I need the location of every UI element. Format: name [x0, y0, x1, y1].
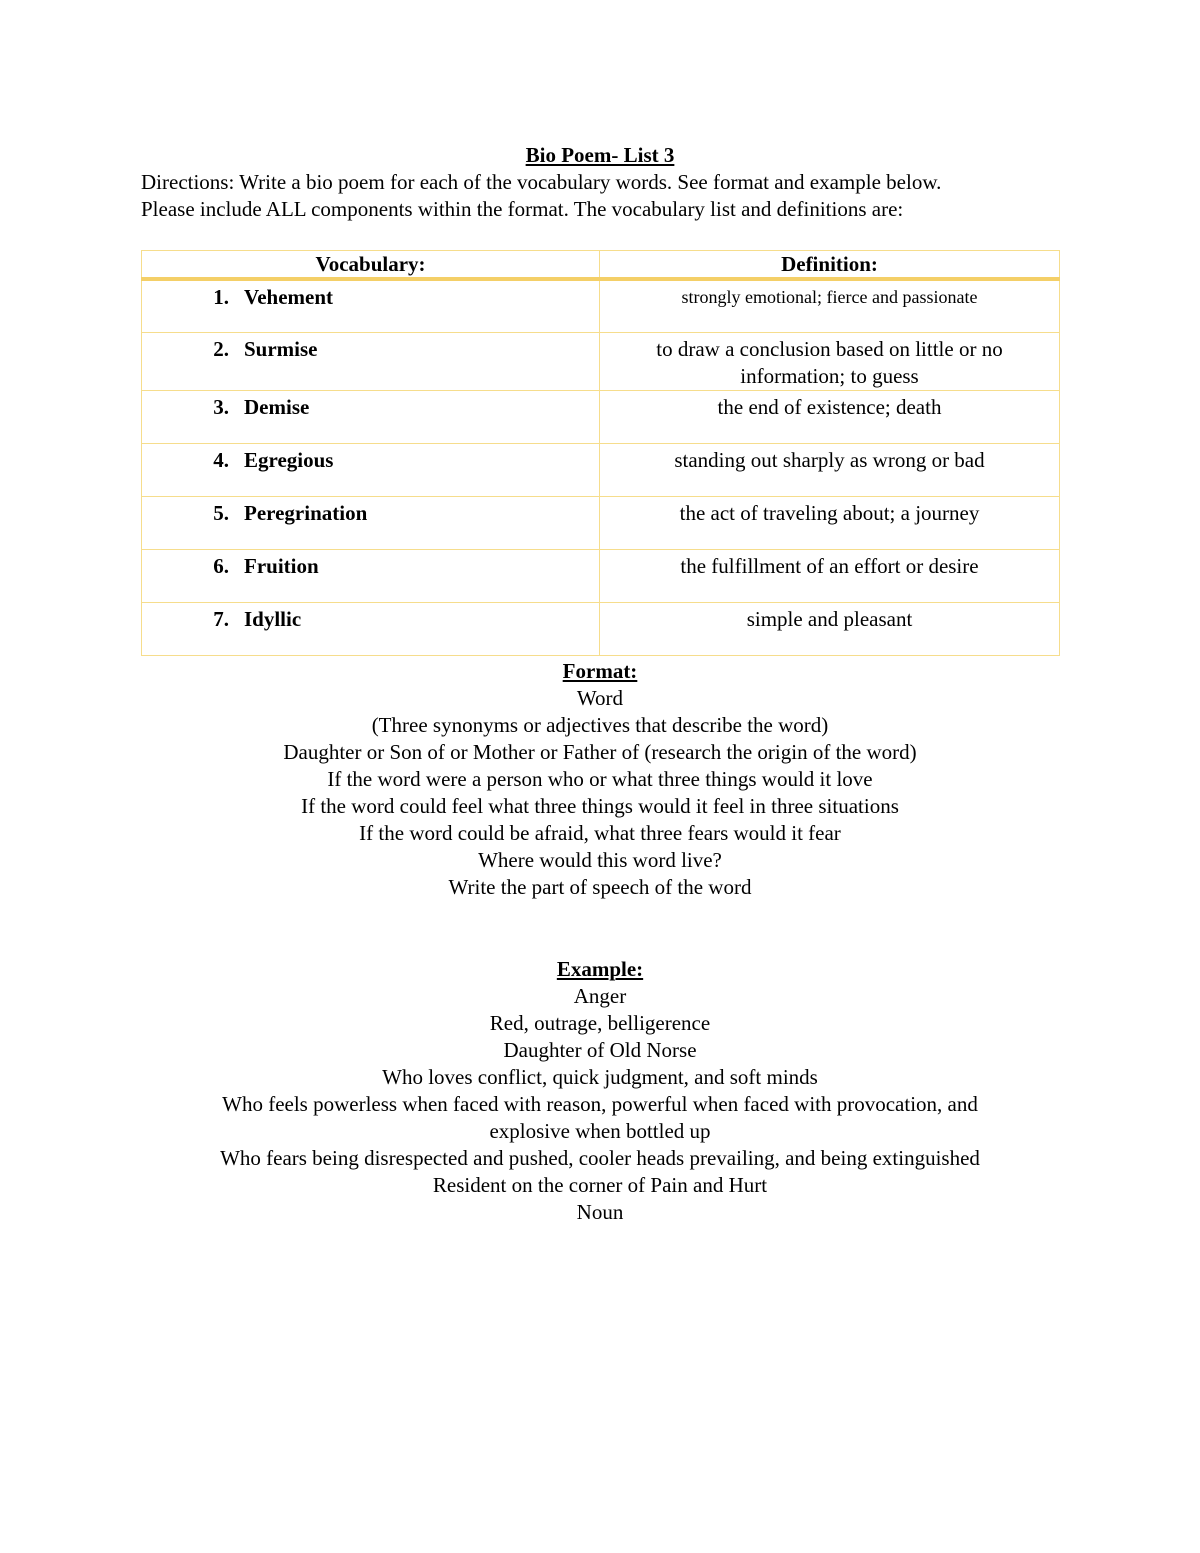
vocab-word: Idyllic	[244, 606, 302, 631]
example-section	[141, 956, 1059, 1226]
example-line: Red, outrage, belligerence	[489, 1010, 711, 1035]
format-line: Daughter or Son of or Mother or Father of (research the origin of the word)	[283, 739, 917, 764]
format-line: If the word could be afraid, what three fears would it fear	[359, 820, 841, 845]
format-section	[141, 658, 1059, 901]
table-row	[142, 602, 1060, 655]
directions-line: Directions: Write a bio poem for each of the vocabulary words. See format and example below.	[141, 170, 942, 194]
example-line: Who feels powerless when faced with reason, powerful when faced with provocation, and	[222, 1091, 978, 1116]
directions-line: Please include ALL components within the format. The vocabulary list and definitions are:	[141, 197, 904, 221]
example-line: Anger	[573, 983, 627, 1008]
vocab-number: 7.	[213, 606, 229, 631]
vocab-word-cell	[142, 549, 600, 602]
vocab-word: Demise	[244, 394, 310, 419]
vocab-word-cell	[142, 443, 600, 496]
vocab-number: 1.	[213, 285, 229, 309]
table-row	[142, 390, 1060, 443]
vocab-word-cell	[142, 602, 600, 655]
example-heading: Example:	[556, 956, 644, 981]
format-line: Where would this word live?	[478, 847, 722, 872]
format-line: Write the part of speech of the word	[448, 874, 752, 899]
vocab-word: Peregrination	[244, 500, 368, 525]
vocab-word: Egregious	[244, 447, 334, 472]
table-row	[142, 279, 1060, 332]
format-line: If the word were a person who or what three things would it love	[327, 766, 873, 791]
vocab-definition: the act of traveling about; a journey	[600, 496, 1060, 549]
document-title: Bio Poem- List 3	[525, 143, 675, 167]
vocab-number: 6.	[213, 553, 229, 578]
vocab-word: Surmise	[244, 336, 318, 361]
vocab-word-cell	[142, 496, 600, 549]
table-row	[142, 443, 1060, 496]
vocab-number: 3.	[213, 394, 229, 419]
table-header-row	[142, 251, 1060, 280]
example-line: Noun	[576, 1199, 624, 1224]
example-line: Who loves conflict, quick judgment, and soft minds	[382, 1064, 818, 1089]
vocab-number: 4.	[213, 447, 229, 472]
document-content	[141, 142, 1059, 1226]
vocab-definition: the fulfillment of an effort or desire	[600, 549, 1060, 602]
vocab-word-cell	[142, 332, 600, 390]
format-line: Word	[576, 685, 624, 710]
example-line: Who fears being disrespected and pushed, cooler heads prevailing, and being extinguished	[220, 1145, 980, 1170]
vocab-definition: simple and pleasant	[600, 602, 1060, 655]
vocab-definition: to draw a conclusion based on little or no information; to guess	[600, 332, 1060, 390]
example-line: Resident on the corner of Pain and Hurt	[432, 1172, 768, 1197]
vocab-word-cell	[142, 279, 600, 332]
table-row	[142, 496, 1060, 549]
table-row	[142, 332, 1060, 390]
example-line: Daughter of Old Norse	[503, 1037, 697, 1062]
example-line: explosive when bottled up	[489, 1118, 711, 1143]
table-row	[142, 549, 1060, 602]
vocab-word-cell	[142, 390, 600, 443]
vocab-number: 2.	[213, 336, 229, 361]
format-line: If the word could feel what three things would it feel in three situations	[301, 793, 899, 818]
vocabulary-table	[141, 250, 1060, 656]
vocab-definition: the end of existence; death	[600, 390, 1060, 443]
format-line: (Three synonyms or adjectives that describe the word)	[371, 712, 829, 737]
header-definition: Definition:	[600, 251, 1060, 280]
vocab-definition: strongly emotional; fierce and passionate	[600, 279, 1060, 332]
vocab-definition: standing out sharply as wrong or bad	[600, 443, 1060, 496]
vocab-number: 5.	[213, 500, 229, 525]
header-vocabulary: Vocabulary:	[142, 251, 600, 280]
format-heading: Format:	[562, 658, 638, 683]
vocab-word: Vehement	[244, 285, 334, 309]
vocab-word: Fruition	[244, 553, 319, 578]
directions-text	[141, 169, 1059, 223]
